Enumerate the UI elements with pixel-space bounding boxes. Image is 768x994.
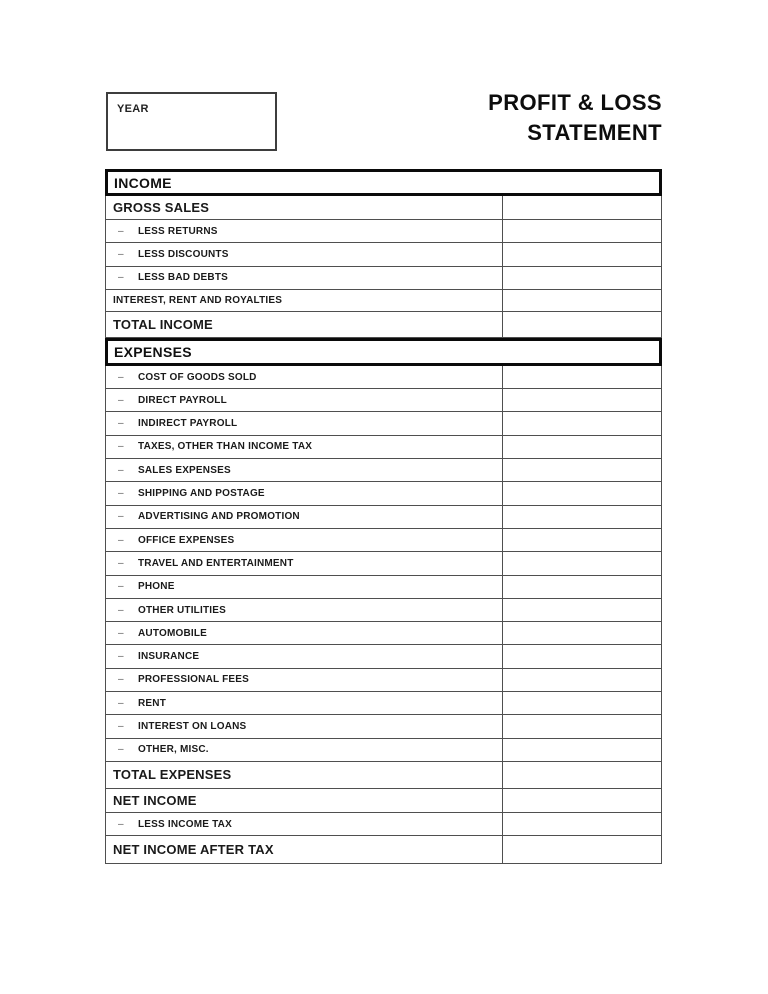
row-label: INTEREST, RENT AND ROYALTIES	[113, 294, 283, 306]
title-line-2: STATEMENT	[527, 120, 662, 145]
row-interest-on-loans	[105, 715, 662, 738]
dash-marker: –	[118, 225, 124, 237]
value-travel-entertainment[interactable]	[502, 552, 661, 574]
value-other-utilities[interactable]	[502, 599, 661, 621]
row-cost-of-goods-sold	[105, 366, 662, 389]
row-professional-fees	[105, 669, 662, 692]
page-title	[488, 88, 662, 148]
profit-loss-table	[105, 169, 662, 864]
row-shipping-postage	[105, 482, 662, 505]
dash-marker: –	[118, 651, 124, 663]
row-net-income	[105, 789, 662, 813]
dash-marker: –	[118, 272, 124, 284]
value-cost-of-goods-sold[interactable]	[502, 366, 661, 388]
value-professional-fees[interactable]	[502, 669, 661, 691]
row-direct-payroll	[105, 389, 662, 412]
row-label: – PHONE	[118, 581, 175, 593]
dash-marker: –	[118, 418, 124, 430]
value-less-bad-debts[interactable]	[502, 267, 661, 289]
row-less-bad-debts	[105, 267, 662, 290]
value-rent[interactable]	[502, 692, 661, 714]
title-line-1: PROFIT & LOSS	[488, 90, 662, 115]
value-phone[interactable]	[502, 576, 661, 598]
row-label: – LESS DISCOUNTS	[118, 248, 229, 260]
row-interest-rent-royalties	[105, 290, 662, 312]
value-indirect-payroll[interactable]	[502, 412, 661, 434]
value-advertising-promotion[interactable]	[502, 506, 661, 528]
dash-marker: –	[118, 441, 124, 453]
value-net-income[interactable]	[502, 789, 661, 812]
row-label: – RENT	[118, 697, 167, 709]
row-label: NET INCOME AFTER TAX	[113, 842, 274, 858]
row-other-misc	[105, 739, 662, 762]
expenses-header-label: EXPENSES	[114, 343, 192, 360]
row-gross-sales	[105, 196, 662, 220]
row-label: – SALES EXPENSES	[118, 464, 231, 476]
row-less-income-tax	[105, 813, 662, 836]
row-label: – TAXES, OTHER THAN INCOME TAX	[118, 441, 313, 453]
row-advertising-promotion	[105, 506, 662, 529]
year-field-box[interactable]	[106, 92, 277, 151]
row-net-income-after-tax	[105, 836, 662, 864]
row-office-expenses	[105, 529, 662, 552]
row-total-income	[105, 312, 662, 338]
value-taxes-other[interactable]	[502, 436, 661, 458]
row-label: – TRAVEL AND ENTERTAINMENT	[118, 557, 294, 569]
dash-marker: –	[118, 511, 124, 523]
row-label: – AUTOMOBILE	[118, 627, 208, 639]
dash-marker: –	[118, 720, 124, 732]
row-taxes-other	[105, 436, 662, 459]
row-less-returns	[105, 220, 662, 243]
value-gross-sales[interactable]	[502, 196, 661, 219]
row-other-utilities	[105, 599, 662, 622]
value-less-discounts[interactable]	[502, 243, 661, 265]
row-label: TOTAL INCOME	[113, 316, 213, 332]
row-label: – INTEREST ON LOANS	[118, 720, 247, 732]
value-sales-expenses[interactable]	[502, 459, 661, 481]
dash-marker: –	[118, 464, 124, 476]
dash-marker: –	[118, 581, 124, 593]
dash-marker: –	[118, 674, 124, 686]
value-interest-rent-royalties[interactable]	[502, 290, 661, 311]
row-label: – OTHER UTILITIES	[118, 604, 226, 616]
value-direct-payroll[interactable]	[502, 389, 661, 411]
dash-marker: –	[118, 248, 124, 260]
row-total-expenses	[105, 762, 662, 789]
dash-marker: –	[118, 697, 124, 709]
value-office-expenses[interactable]	[502, 529, 661, 551]
row-label: – OFFICE EXPENSES	[118, 534, 235, 546]
dash-marker: –	[118, 488, 124, 500]
value-automobile[interactable]	[502, 622, 661, 644]
dash-marker: –	[118, 818, 124, 830]
value-shipping-postage[interactable]	[502, 482, 661, 504]
row-sales-expenses	[105, 459, 662, 482]
row-less-discounts	[105, 243, 662, 266]
dash-marker: –	[118, 744, 124, 756]
row-travel-entertainment	[105, 552, 662, 575]
value-insurance[interactable]	[502, 645, 661, 667]
row-label: – SHIPPING AND POSTAGE	[118, 488, 265, 500]
value-net-income-after-tax[interactable]	[502, 836, 661, 863]
row-rent	[105, 692, 662, 715]
row-label: – LESS INCOME TAX	[118, 818, 232, 830]
value-other-misc[interactable]	[502, 739, 661, 761]
row-label: – LESS BAD DEBTS	[118, 272, 229, 284]
row-label: – LESS RETURNS	[118, 225, 218, 237]
dash-marker: –	[118, 557, 124, 569]
dash-marker: –	[118, 394, 124, 406]
row-label: – COST OF GOODS SOLD	[118, 371, 257, 383]
section-header-income	[105, 169, 662, 196]
row-indirect-payroll	[105, 412, 662, 435]
row-label: – ADVERTISING AND PROMOTION	[118, 511, 300, 523]
value-total-income[interactable]	[502, 312, 661, 337]
value-total-expenses[interactable]	[502, 762, 661, 788]
row-automobile	[105, 622, 662, 645]
row-label: – INDIRECT PAYROLL	[118, 418, 238, 430]
row-label: – OTHER, MISC.	[118, 744, 209, 756]
value-interest-on-loans[interactable]	[502, 715, 661, 737]
row-label: GROSS SALES	[113, 200, 210, 215]
row-insurance	[105, 645, 662, 668]
dash-marker: –	[118, 604, 124, 616]
row-label: TOTAL EXPENSES	[113, 767, 232, 783]
row-label: – INSURANCE	[118, 651, 200, 663]
dash-marker: –	[118, 627, 124, 639]
row-label: NET INCOME	[113, 792, 197, 808]
row-label: – DIRECT PAYROLL	[118, 394, 227, 406]
dash-marker: –	[118, 371, 124, 383]
value-less-income-tax[interactable]	[502, 813, 661, 835]
row-phone	[105, 576, 662, 599]
dash-marker: –	[118, 534, 124, 546]
value-less-returns[interactable]	[502, 220, 661, 242]
year-label: YEAR	[117, 103, 149, 115]
income-header-label: INCOME	[114, 174, 172, 191]
row-label: – PROFESSIONAL FEES	[118, 674, 250, 686]
section-header-expenses	[105, 338, 662, 366]
